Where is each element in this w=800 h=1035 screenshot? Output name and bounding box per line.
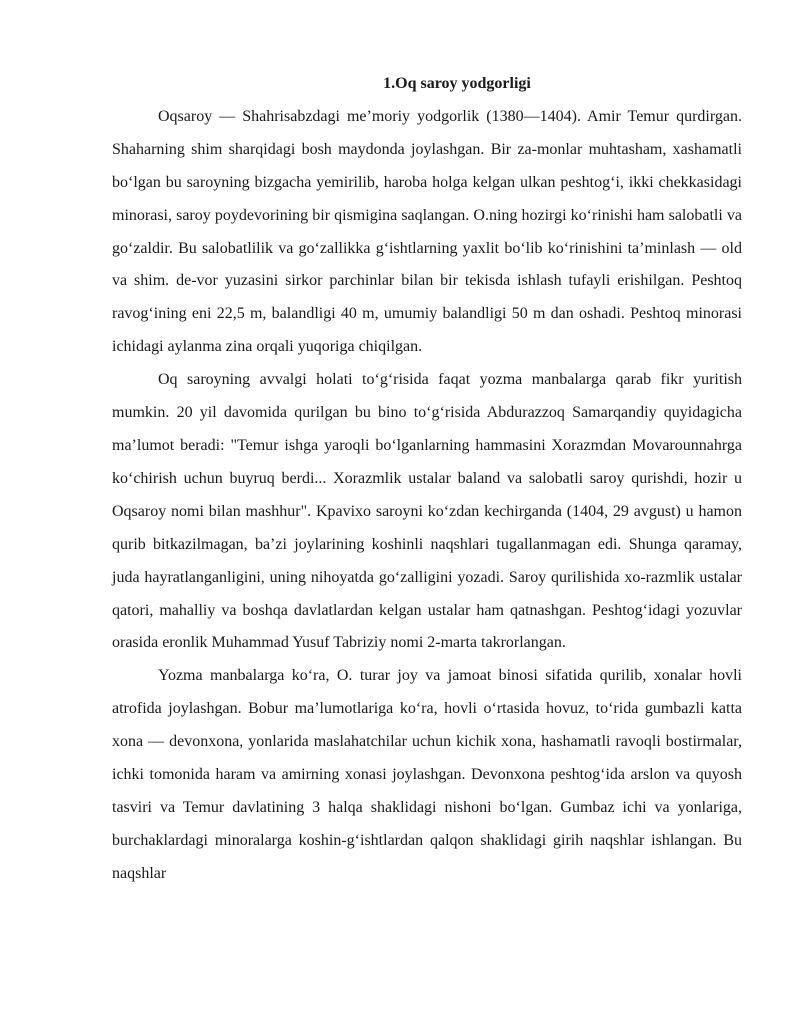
paragraph-1: Oqsaroy — Shahrisabzdagi me’moriy yodgorlik (1380—1404). Amir Temur qurdirgan. Shaharning shim sharqidagi bosh maydonda joylashgan. Bir za-monlar muhtasham, xashamatli bo‘lgan bu saroyning bizgacha yemirilib, haroba holga kelgan ulkan peshtog‘i, ikki chekkasidagi minorasi, saroy poydevorining bir qismigina saqlangan. O.ning hozirgi ko‘rinishi ham salobatli va go‘zaldir. Bu salobatlilik va go‘zallikka g‘ishtlarning yaxlit bo‘lib ko‘rinishini ta’minlash — old va shim. de-vor yuzasini sirkor parchinlar bilan bir tekisda ishlash tufayli erishilgan. Peshtoq ravog‘ining eni 22,5 m, balandligi 40 m, umumiy balandligi 50 m dan oshadi. Peshtoq minorasi ichidagi aylanma zina orqali yuqoriga chiqilgan. xyxy=(112,107,742,356)
document-title: 1.Oq saroy yodgorligi xyxy=(383,75,531,92)
paragraph-2: Oq saroyning avvalgi holati to‘g‘risida faqat yozma manbalarga qarab fikr yuritish mumkin. 20 yil davomida qurilgan bu bino to‘g‘risida Abdurazzoq Samarqandiy quyidagicha ma’lumot beradi: "Temur ishga yaroqli bo‘lganlarning hammasini Xorazmdan Movarounnahrga ko‘chirish uchun buyruq berdi... Xorazmlik ustalar baland va salobatli saroy qurishdi, hozir u Oqsaroy nomi bilan mashhur". Kpavixo saroyni ko‘zdan kechirganda (1404, 29 avgust) u hamon qurib bitkazilmagan, ba’zi joylarining koshinli naqshlari tugallanmagan edi. Shunga qaramay, juda hayratlanganligini, uning nihoyatda go‘zalligini yozadi. Saroy qurilishida xo-razmlik ustalar qatori, mahalliy va boshqa davlatlardan kelgan ustalar ham qatnashgan. Peshtog‘idagi yozuvlar orasida eronlik Muhammad Yusuf Tabriziy nomi 2-marta takrorlangan. xyxy=(112,371,742,652)
document-page xyxy=(112,68,742,891)
paragraph-3: Yozma manbalarga ko‘ra, O. turar joy va jamoat binosi sifatida qurilib, xonalar hovli atrofida joylashgan. Bobur ma’lumotlariga ko‘ra, hovli o‘rtasida hovuz, to‘rida gumbazli katta xona — devonxona, yonlarida maslahatchilar uchun kichik xona, hashamatli ravoqli bostirmalar, ichki tomonida haram va amirning xonasi joylashgan. Devonxona peshtog‘ida arslon va quyosh tasviri va Temur davlatining 3 halqa shaklidagi nishoni bo‘lgan. Gumbaz ichi va yonlariga, burchaklardagi minoralarga koshin-g‘ishtlardan qalqon shaklidagi girih naqshlar ishlangan. Bu naqshlar xyxy=(112,667,742,882)
